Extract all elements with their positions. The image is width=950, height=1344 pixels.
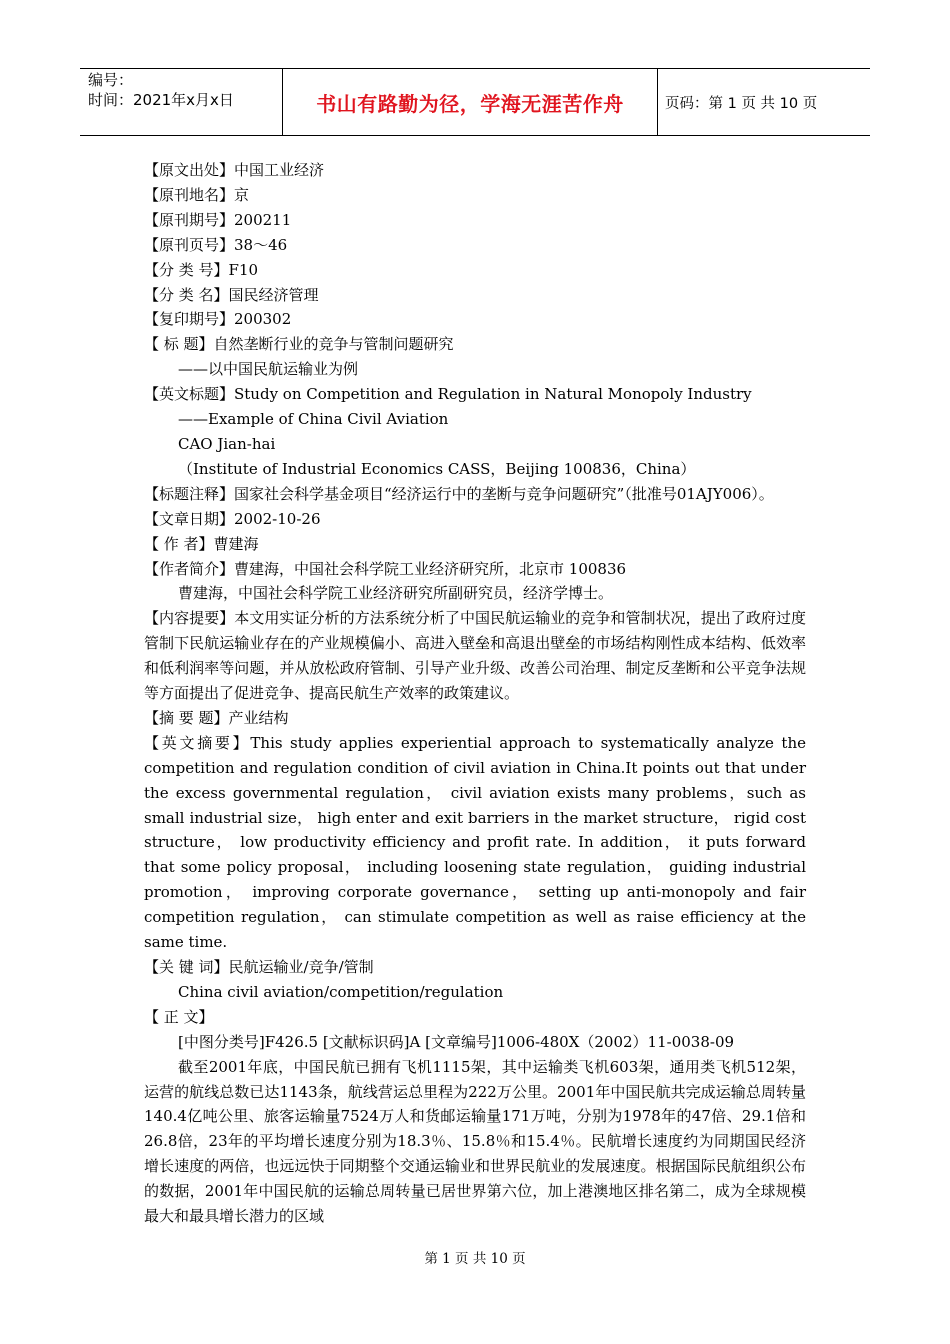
document-body <box>144 158 806 1229</box>
meta-place: 【原刊地名】京 <box>144 185 250 204</box>
header-divider-right <box>657 68 658 136</box>
page-footer: 第 1 页 共 10 页 <box>424 1251 526 1267</box>
meta-pages: 【原刊页号】38～46 <box>144 235 288 254</box>
keywords-english: China civil aviation/competition/regulation <box>178 982 504 1001</box>
article-date: 【文章日期】2002-10-26 <box>144 509 321 528</box>
author-intro-detail: 曹建海，中国社会科学院工业经济研究所副研究员，经济学博士。 <box>178 584 614 603</box>
meta-subtitle: ——以中国民航运输业为例 <box>178 360 359 379</box>
meta-class-name: 【分 类 名】国民经济管理 <box>144 285 319 304</box>
body-label: 【 正 文】 <box>144 1007 214 1026</box>
english-institute: （Institute of Industrial Economics CASS，Beijing 100836，China） <box>178 459 696 478</box>
meta-title: 【 标 题】自然垄断行业的竞争与管制问题研究 <box>144 335 454 354</box>
meta-reprint-issue: 【复印期号】200302 <box>144 310 292 329</box>
author-intro: 【作者简介】曹建海，中国社会科学院工业经济研究所，北京市 100836 <box>144 559 627 578</box>
body-paragraph: 截至2001年底，中国民航已拥有飞机1115架，其中运输类飞机603架，通用类飞机512架，运营的航线总数已达1143条，航线营运总里程为222万公里。2001年中国民航共完成运输总周转量140.4亿吨公里、旅客运输量7524万人和货邮运输量171万吨，分别为1978年的47倍、29.1倍和26.8倍，23年的平均增长速度分别为18.3％、15.8％和15.4％。民航增长速度约为同期国民经济增长速度的两倍，也远远快于同期整个交通运输业和世界民航业的发展速度。根据国际民航组织公布的数据，2001年中国民航的运输总周转量已居世界第六位，加上港澳地区排名第二，成为全球规模最大和最具增长潜力的区域 <box>144 1057 806 1226</box>
english-title: 【英文标题】Study on Competition and Regulation in Natural Monopoly Industry <box>144 385 752 404</box>
number-label: 编号： <box>88 71 134 89</box>
header-page-info: 页码：第 1 页 共 10 页 <box>665 96 818 112</box>
english-author: CAO Jian-hai <box>178 434 276 453</box>
meta-class-number: 【分 类 号】F10 <box>144 260 259 279</box>
classification-line: [中图分类号]F426.5 [文献标识码]A [文章编号]1006-480X（2002）11-0038-09 <box>178 1032 735 1051</box>
date-label: 时间：2021年x月x日 <box>88 91 234 109</box>
abstract-label: 【摘 要 题】产业结构 <box>144 708 289 727</box>
keywords: 【关 键 词】民航运输业/竞争/管制 <box>144 958 374 976</box>
title-note: 【标题注释】国家社会科学基金项目“经济运行中的垄断与竞争问题研究”（批准号01AJY006）。 <box>144 484 774 503</box>
header-left <box>88 70 234 110</box>
header-motto: 书山有路勤为径，学海无涯苦作舟 <box>316 91 624 116</box>
meta-source: 【原文出处】中国工业经济 <box>144 161 325 179</box>
english-subtitle: ——Example of China Civil Aviation <box>178 410 449 429</box>
abstract-chinese: 【内容提要】本文用实证分析的方法系统分析了中国民航运输业的竞争和管制状况，提出了政府过度管制下民航运输业存在的产业规模偏小、高进入壁垒和高退出壁垒的市场结构刚性成本结构、低效率和低利润率等问题，并从放松政府管制、引导产业升级、改善公司治理、制定反垄断和公平竞争法规等方面提出了促进竞争、提高民航生产效率的政策建议。 <box>144 609 806 703</box>
abstract-english: 【英文摘要】This study applies experiential approach to systematically analyze the competition and regulation condition of civil aviation in China.It points out that under the excess governmental regulation， civil aviation exists many problems，such as small industrial size， high enter and exit barriers in the market structure， rigid cost structure， low productivity efficiency and profit rate. In addition， it puts forward that some policy proposal， including loosening state regulation， guiding industrial promotion， improving corporate governance， setting up anti-monopoly and fair competition regulation， can stimulate competition as well as raise efficiency at the same time. <box>144 733 806 952</box>
meta-issue: 【原刊期号】200211 <box>144 210 292 229</box>
author: 【 作 者】曹建海 <box>144 534 259 553</box>
